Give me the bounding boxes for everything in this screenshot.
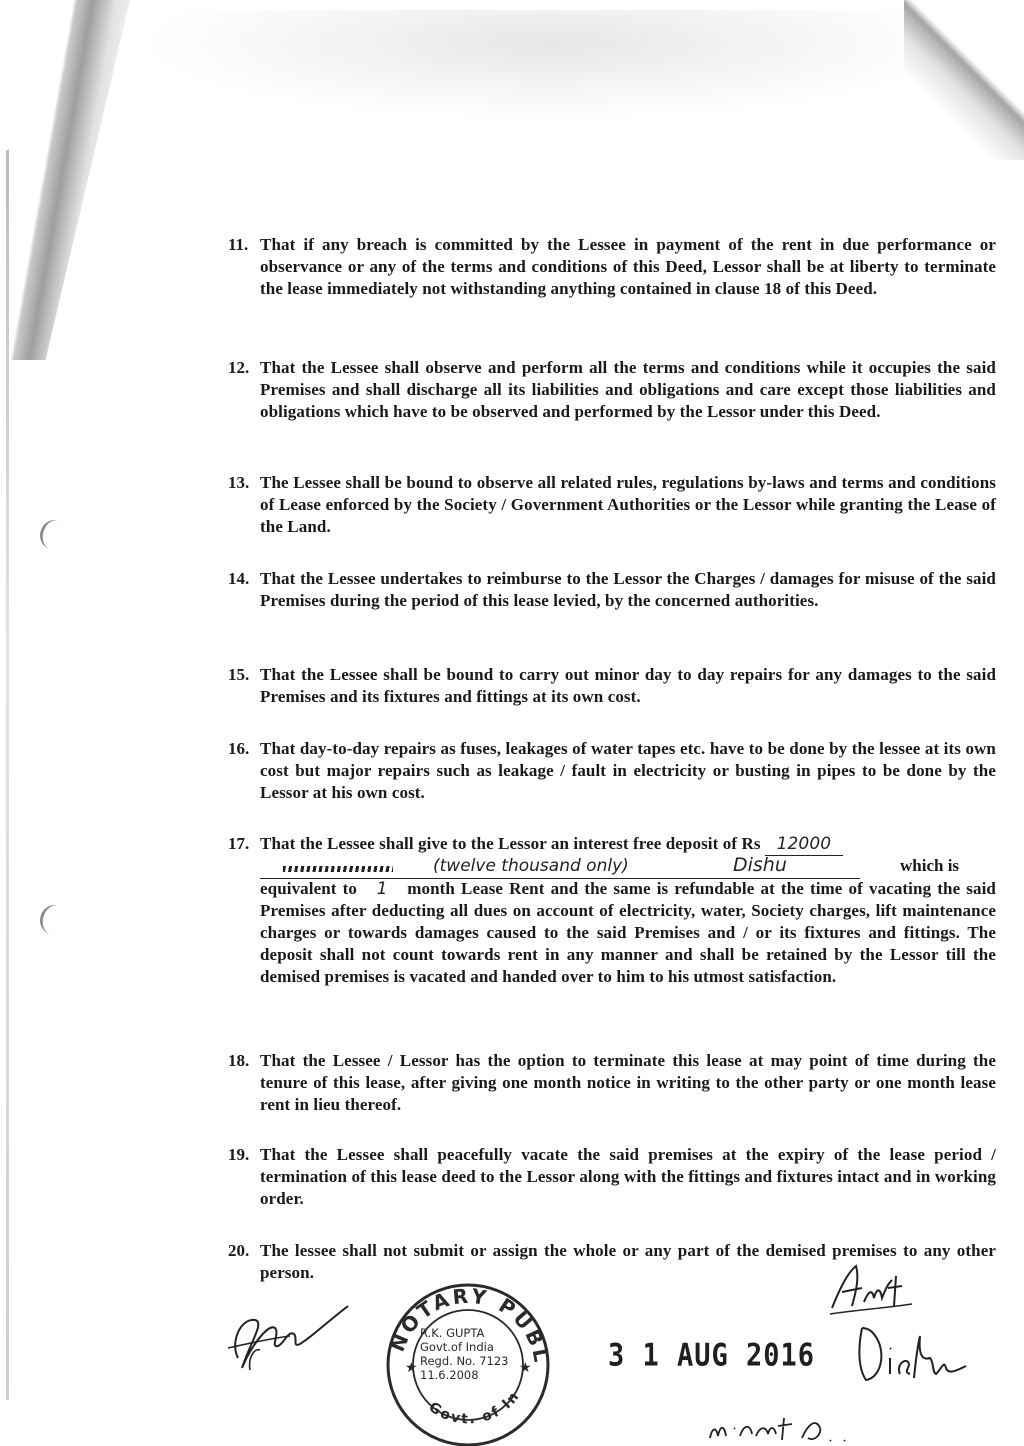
- clause-17-equiv: equivalent to: [260, 879, 358, 898]
- clause-15: [228, 664, 996, 708]
- clause-17-text: That the Lessee shall give to the Lessor an interest free deposit of Rs: [260, 834, 761, 853]
- struck-out-text: [283, 866, 393, 872]
- clause-number: 16.: [228, 739, 250, 758]
- svg-text:★: ★: [405, 1361, 418, 1376]
- clause-18: [228, 1050, 996, 1116]
- clause-17: [228, 833, 996, 988]
- clause-text-line1: [260, 833, 996, 856]
- clause-number: 19.: [228, 1145, 250, 1164]
- clause-16: [228, 738, 996, 804]
- clause-text-rest: [260, 878, 996, 988]
- notary-date: 11.6.2008: [420, 1368, 479, 1382]
- clause-text: That if any breach is committed by the Lessee in payment of the rent in due performance or observance or any of the terms and conditions of this Deed, Lessor shall be at liberty to terminate the lease immediately not withstanding anything contained in clause 18 of this Deed.: [260, 235, 996, 298]
- clause-number: 17.: [228, 834, 250, 853]
- signature-lessor: [220, 1288, 360, 1383]
- signature-amit: [826, 1258, 916, 1318]
- clause-text: The lessee shall not submit or assign the whole or any part of the demised premises to any other person.: [260, 1241, 996, 1282]
- notary-name: R.K. GUPTA: [420, 1326, 485, 1340]
- date-stamp: 3 1 AUG 2016: [608, 1337, 816, 1374]
- clause-12: [228, 357, 996, 423]
- clause-number: 18.: [228, 1051, 250, 1070]
- clause-number: 12.: [228, 358, 250, 377]
- clause-13: [228, 472, 996, 538]
- clause-14: [228, 568, 996, 612]
- clause-number: 11.: [228, 235, 249, 254]
- clause-text: That day-to-day repairs as fuses, leakages of water tapes etc. have to be done by the lessee at its own cost but major repairs such as leakage / fault in electricity or busting in pipes to be done by the Lessor at his own cost.: [260, 739, 996, 802]
- seal-arc-bottom: Govt. of In: [425, 1387, 524, 1428]
- clause-text: That the Lessee shall observe and perform all the terms and conditions while it occupies the said Premises and shall discharge all its liabilities and obligations and care except those liabilities and obligations which have to be observed and performed by the Lessor under this Deed.: [260, 358, 996, 421]
- clause-text: That the Lessee shall be bound to carry out minor day to day repairs for any damages to the said Premises and its fixtures and fittings at its own cost.: [260, 665, 996, 706]
- clause-text: That the Lessee shall peacefully vacate the said premises at the expiry of the lease period / termination of this lease deed to the Lessor along with the fittings and fixtures intact and in working order.: [260, 1145, 996, 1208]
- clause-text: That the Lessee undertakes to reimburse to the Lessor the Charges / damages for misuse of the said Premises during the period of this lease levied, by the concerned authorities.: [260, 569, 996, 610]
- deposit-amount-handwritten: 12000: [765, 833, 843, 856]
- notary-details: [420, 1326, 512, 1396]
- notary-govt: Govt.of India: [420, 1340, 494, 1354]
- clause-17-which-is: which is: [900, 856, 960, 875]
- clause-number: 14.: [228, 569, 250, 588]
- signature-dishu: [852, 1318, 972, 1388]
- clause-text: The Lessee shall be bound to observe all related rules, regulations by-laws and terms and conditions of Lease enforced by the Society / Government Authorities or the Lessor while granting the Lease of the Land.: [260, 473, 996, 536]
- clause-17-rest: month Lease Rent and the same is refundable at the time of vacating the said Premises after deducting all dues on account of electricity, water, Society charges, lift maintenance charges or towards damages caused to the said Premises and / or its fixtures and fittings. The deposit shall not count towards rent in any manner and shall be retained by the Lessor till the demised premises is vacated and handed over to him to his utmost satisfaction.: [260, 879, 996, 986]
- notary-reg: Regd. No. 7123: [420, 1354, 509, 1368]
- clause-text: That the Lessee / Lessor has the option to terminate this lease at may point of time during the tenure of this lease, after giving one month notice in writing to the other party or one month lease rent in lieu thereof.: [260, 1051, 996, 1114]
- clause-number: 20.: [228, 1241, 250, 1260]
- amount-in-words-row: [228, 856, 996, 878]
- clause-11: [228, 234, 996, 300]
- signature-minat: [704, 1398, 874, 1444]
- clause-number: 13.: [228, 473, 250, 492]
- clause-number: 15.: [228, 665, 250, 684]
- months-handwritten: 1: [376, 879, 388, 899]
- clause-19: [228, 1144, 996, 1210]
- seal-arc-top: NOTARY PUBL: [384, 1283, 553, 1367]
- svg-text:★: ★: [519, 1361, 532, 1376]
- initials-handwritten: Dishu: [733, 854, 787, 876]
- amount-words-handwritten: (twelve thousand only): [433, 856, 629, 876]
